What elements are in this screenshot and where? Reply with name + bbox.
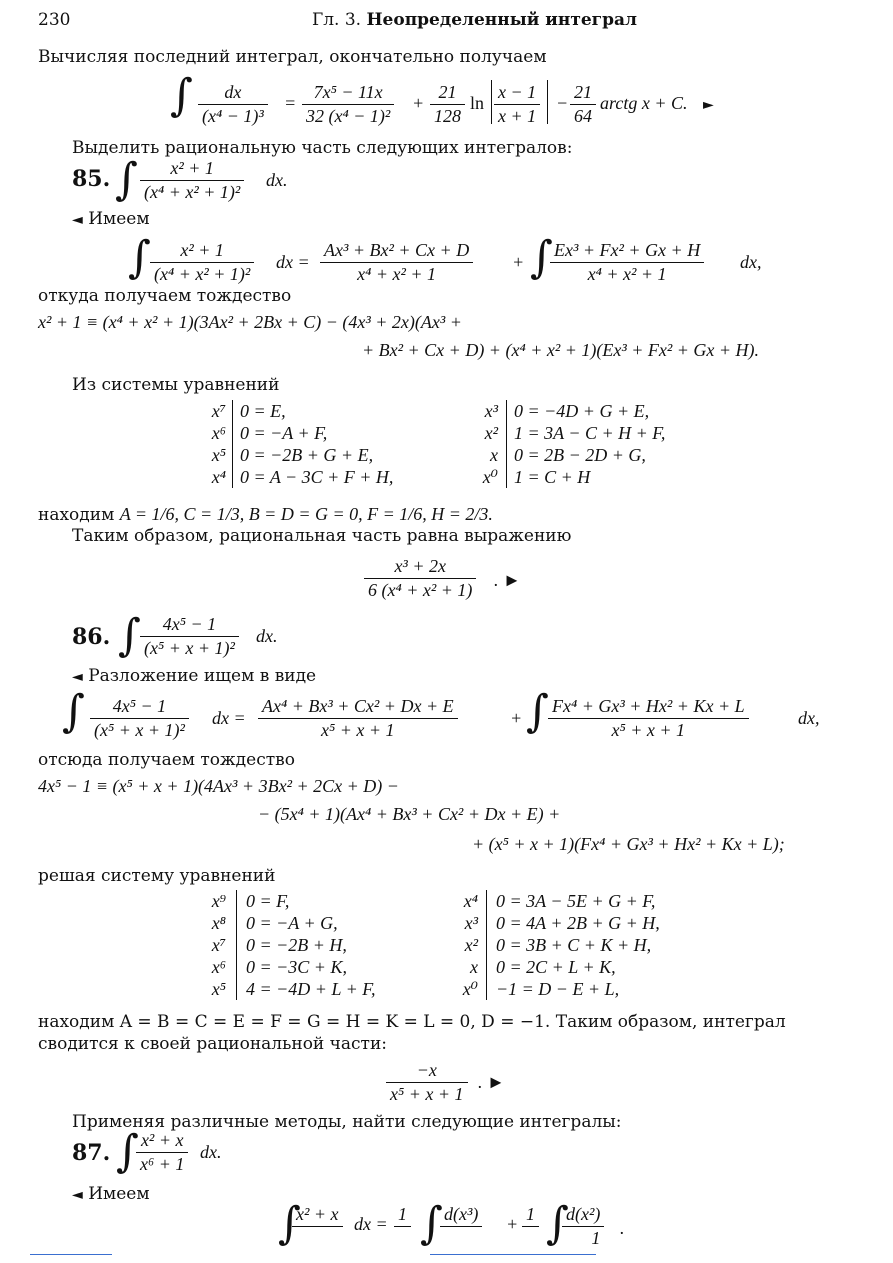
link-underline[interactable] <box>30 1254 112 1255</box>
differential: dx. <box>200 1142 222 1162</box>
fraction: Ax⁴ + Bx³ + Cx² + Dx + E x⁵ + x + 1 <box>258 696 458 741</box>
result-fraction: −x x⁵ + x + 1 <box>386 1060 468 1105</box>
problem-number: 85. <box>72 166 111 192</box>
ln: ln <box>470 93 485 113</box>
end-marker: ► <box>703 97 714 113</box>
system-left-eqs: 0 = E, 0 = −A + F, 0 = −2B + G + E, 0 = A − 3C + F + H, <box>240 401 394 487</box>
plus: + <box>506 1214 519 1234</box>
conclusion: Таким образом, рациональная часть равна выражению <box>72 526 572 546</box>
system-right-keys: x⁴ x³ x² x x⁰ <box>462 891 478 999</box>
integral-sign: ∫ <box>530 232 553 283</box>
end-marker: . ► <box>478 1072 505 1092</box>
integral-sign: ∫ <box>546 1198 569 1249</box>
have-label: ◄ Имеем <box>72 209 150 229</box>
fraction: 1 <box>394 1204 411 1227</box>
integral-sign: ∫ <box>115 154 138 205</box>
system-divider <box>232 400 233 488</box>
problem-number: 87. <box>72 1140 111 1166</box>
found-line: находим A = B = C = E = F = G = H = K = L = 0, D = −1. Таким образом, интеграл <box>38 1012 786 1032</box>
identity-line: 4x⁵ − 1 ≡ (x⁵ + x + 1)(4Ax³ + 3Bx² + 2Cx + D) − <box>38 776 399 796</box>
fraction: 4x⁵ − 1 (x⁵ + x + 1)² <box>140 614 239 659</box>
identity-line: − (5x⁴ + 1)(Ax⁴ + Bx³ + Cx² + Dx + E) + <box>258 804 561 824</box>
differential: dx, <box>740 252 762 272</box>
link-underline[interactable] <box>430 1254 596 1255</box>
differential: dx = <box>354 1214 388 1234</box>
integral-sign: ∫ <box>526 686 549 737</box>
task-prompt: Выделить рациональную часть следующих интегралов: <box>72 138 573 158</box>
system-right-keys: x³ x² x x⁰ <box>482 401 498 487</box>
fraction: Fx⁴ + Gx³ + Hx² + Kx + L x⁵ + x + 1 <box>548 696 749 741</box>
system-left-eqs: 0 = F, 0 = −A + G, 0 = −2B + H, 0 = −3C + K, 4 = −4D + L + F, <box>246 891 376 999</box>
system-intro: решая систему уравнений <box>38 866 276 886</box>
system-intro: Из системы уравнений <box>72 375 280 395</box>
plus: + <box>512 252 525 272</box>
identity-intro: откуда получаем тождество <box>38 286 292 306</box>
differential: dx = <box>276 252 310 272</box>
system-divider <box>506 400 507 488</box>
result-fraction: x³ + 2x 6 (x⁴ + x² + 1) <box>364 556 476 601</box>
found-line: находим A = 1/6, C = 1/3, B = D = G = 0, F = 1/6, H = 2/3. <box>38 504 493 525</box>
running-header <box>312 10 637 30</box>
integral-sign: ∫ <box>420 1198 443 1249</box>
plus: + <box>412 93 425 113</box>
fraction: 21 64 <box>570 82 596 127</box>
differential: dx = <box>212 708 246 728</box>
integral-sign: ∫ <box>62 686 85 737</box>
chapter-number: Гл. 3. <box>312 10 362 30</box>
have-label: ◄ Имеем <box>72 1184 150 1204</box>
integral-sign: ∫ <box>128 232 151 283</box>
fraction: 7x⁵ − 11x 32 (x⁴ − 1)² <box>302 82 394 127</box>
found-line: сводится к своей рациональной части: <box>38 1034 388 1054</box>
abs-bar-left <box>491 80 492 124</box>
formula-tail: arctg x + C. <box>600 93 688 113</box>
fraction: 21 128 <box>430 82 465 127</box>
identity-intro: отсюда получаем тождество <box>38 750 295 770</box>
fraction: 1 <box>522 1204 539 1227</box>
end-marker: . <box>620 1218 625 1238</box>
identity-line: + (x⁵ + x + 1)(Fx⁴ + Gx³ + Hx² + Kx + L); <box>472 834 785 854</box>
intro-text: Вычисляя последний интеграл, окончательно получаем <box>38 47 547 67</box>
differential: dx, <box>798 708 820 728</box>
fraction: dx (x⁴ − 1)³ <box>198 82 268 127</box>
integral-sign: ∫ <box>116 1126 139 1177</box>
integral-sign: ∫ <box>170 70 193 121</box>
integral-sign: ∫ <box>118 610 141 661</box>
fraction: 4x⁵ − 1 (x⁵ + x + 1)² <box>90 696 189 741</box>
differential: dx. <box>266 170 288 190</box>
plus: + <box>510 708 523 728</box>
system-divider <box>486 890 487 1000</box>
fraction: d(x²) 1 <box>562 1204 604 1249</box>
system-divider <box>236 890 237 1000</box>
fraction: Ax³ + Bx² + Cx + D x⁴ + x² + 1 <box>320 240 473 285</box>
equals: = <box>284 93 297 113</box>
end-marker: . ► <box>494 570 521 590</box>
page-number: 230 <box>38 10 71 30</box>
fraction: x² + 1 (x⁴ + x² + 1)² <box>150 240 254 285</box>
integral-sign: ∫ <box>278 1198 301 1249</box>
differential: dx. <box>256 626 278 646</box>
fraction: x² + x <box>292 1204 343 1227</box>
chapter-title: Неопределенный интеграл <box>366 10 637 30</box>
fraction: Ex³ + Fx² + Gx + H x⁴ + x² + 1 <box>550 240 704 285</box>
fraction: x − 1 x + 1 <box>494 82 540 127</box>
problem-number: 86. <box>72 624 111 650</box>
intro-label: ◄ Разложение ищем в виде <box>72 666 317 686</box>
abs-bar-right <box>547 80 548 124</box>
identity-line: + Bx² + Cx + D) + (x⁴ + x² + 1)(Ex³ + Fx² + Gx + H). <box>362 340 760 360</box>
minus: − <box>556 93 569 113</box>
system-left-keys: x⁹ x⁸ x⁷ x⁶ x⁵ <box>211 891 226 999</box>
fraction: d(x³) <box>440 1204 482 1227</box>
fraction: x² + x x⁶ + 1 <box>136 1130 188 1175</box>
system-left-keys: x⁷ x⁶ x⁵ x⁴ <box>211 401 226 487</box>
system-right-eqs: 0 = 3A − 5E + G + F, 0 = 4A + 2B + G + H, 0 = 3B + C + K + H, 0 = 2C + L + K, −1 = D − E + L, <box>496 891 660 999</box>
system-right-eqs: 0 = −4D + G + E, 1 = 3A − C + H + F, 0 = 2B − 2D + G, 1 = C + H <box>514 401 666 487</box>
identity-line: x² + 1 ≡ (x⁴ + x² + 1)(3Ax² + 2Bx + C) − (4x³ + 2x)(Ax³ + <box>38 312 462 332</box>
fraction: x² + 1 (x⁴ + x² + 1)² <box>140 158 244 203</box>
task-prompt: Применяя различные методы, найти следующие интегралы: <box>72 1112 622 1132</box>
